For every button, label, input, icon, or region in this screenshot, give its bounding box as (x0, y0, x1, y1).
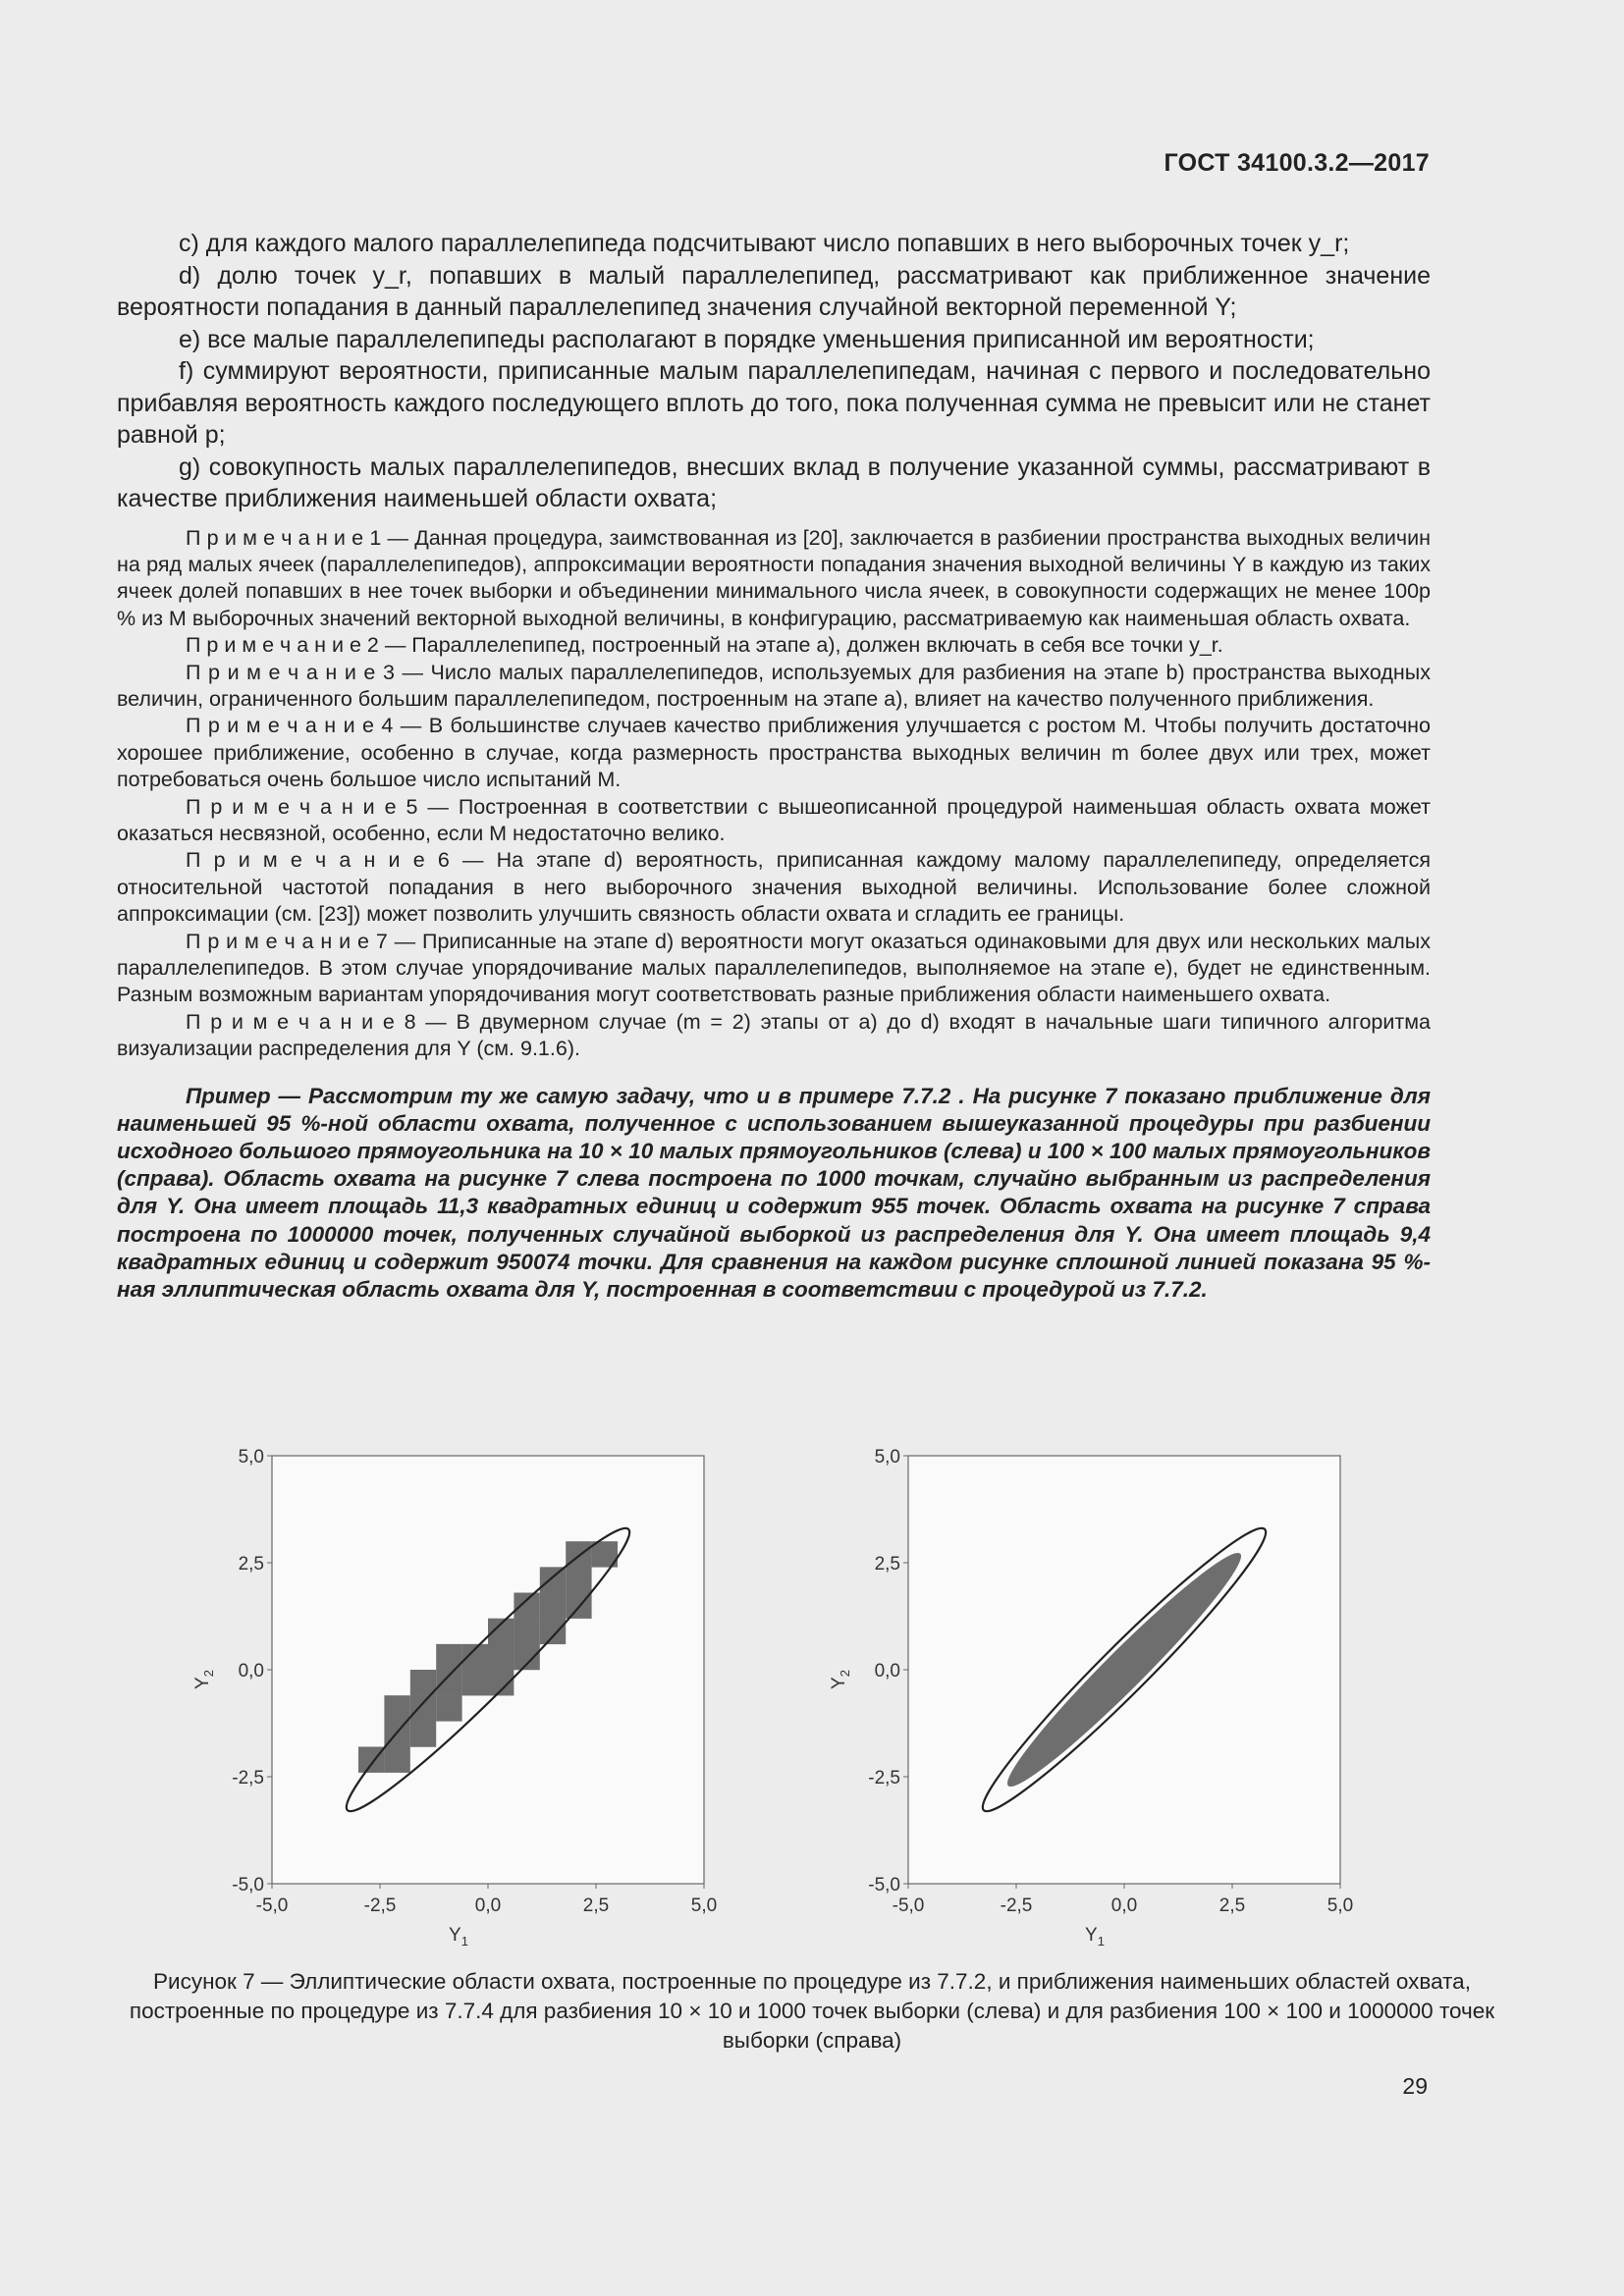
y-tick-label: -5,0 (868, 1875, 900, 1896)
note-4: П р и м е ч а н и е 4 — В большинстве случаев качество приближения улучшается с ростом M. Чтобы получить достаточно хорошее приближение, особенно в случае, когда размерность пространства выходных величин m более двух или трех, может потребоваться очень большое число испытаний M. (117, 714, 1431, 792)
note-3: П р и м е ч а н и е 3 — Число малых параллелепипедов, используемых для разбиения на этапе b) пространства выходных величин, ограниченного большим параллелепипедом, построенным на этапе a), влияет на качество полученного приближения. (117, 660, 1431, 711)
y-axis-label: $Y_2$ (829, 1670, 852, 1689)
note-2: П р и м е ч а н и е 2 — Параллелепипед, построенный на этапе a), должен включать в себя все точки y_r. (186, 633, 1223, 658)
note-5: П р и м е ч а н и е 5 — Построенная в соответствии с вышеописанной процедурой наименьшая область охвата может оказаться несвязной, особенно, если M недостаточно велико. (117, 794, 1431, 845)
step-e: e) все малые параллелепипеды располагают в порядке уменьшения приписанной им вероятности; (179, 325, 1315, 353)
x-tick-label: 0,0 (474, 1896, 502, 1916)
x-axis-label-subscript: 1 (460, 1934, 468, 1949)
note-7: П р и м е ч а н и е 7 — Приписанные на этапе d) вероятности могут оказаться одинаковыми для двух или нескольких малых параллелепипедов. В этом случае упорядочивание малых параллелепипедов, выполняемое на этапе e), будет не единственным. Разным возможным вариантам упорядочивания могут соответствовать разные приближения области наименьшего охвата. (117, 929, 1431, 1007)
y-axis-label-subscript: 2 (838, 1670, 852, 1678)
y-tick-label: 5,0 (238, 1447, 264, 1468)
step-d: d) долю точек y_r, попавших в малый параллелепипед, рассматривают как приближенное значение вероятности попадания в данный параллелепипед значения случайной векторной переменной Y; (117, 261, 1431, 321)
y-tick-label: -2,5 (232, 1768, 264, 1789)
y-tick-label: 2,5 (874, 1554, 900, 1575)
main-text (117, 228, 1431, 1304)
region-cell (436, 1695, 461, 1721)
y-tick-label: -5,0 (232, 1875, 264, 1896)
step-f: f) суммируют вероятности, приписанные малым параллелепипедам, начиная с первого и последовательно прибавляя вероятность каждого последующего вплоть до того, пока полученная сумма не превысит или не станет равной p; (117, 357, 1431, 449)
y-tick-label: -2,5 (868, 1768, 900, 1789)
y-axis-label-subscript: 2 (201, 1670, 216, 1678)
x-axis-label: $Y_1$ (449, 1925, 468, 1949)
region-cell (410, 1695, 436, 1721)
y-tick-label: 0,0 (874, 1661, 900, 1682)
y-tick-label: 2,5 (238, 1554, 264, 1575)
region-cell (540, 1619, 566, 1644)
x-tick-label: -2,5 (363, 1896, 397, 1916)
region-cell (514, 1644, 539, 1670)
x-tick-label: 5,0 (1326, 1896, 1354, 1916)
x-tick-label: -2,5 (1000, 1896, 1033, 1916)
figure-plots (0, 1441, 1624, 1961)
region-cell (566, 1567, 591, 1592)
x-tick-label: 2,5 (1218, 1896, 1246, 1916)
step-g: g) совокупность малых параллелепипедов, внесших вклад в получение указанной суммы, рассматривают в качестве приближения наименьшей области охвата; (117, 453, 1431, 512)
step-c: c) для каждого малого параллелепипеда подсчитывают число попавших в него выборочных точек y_r; (179, 230, 1350, 257)
region-cell (540, 1593, 566, 1619)
region-cell (540, 1567, 566, 1592)
x-tick-label: 2,5 (582, 1896, 610, 1916)
note-1: П р и м е ч а н и е 1 — Данная процедура, заимствованная из [20], заключается в разбиении пространства выходных величин на ряд малых ячеек (параллелепипедов), аппроксимации вероятности попадания значения выходной величины Y в каждую из таких ячеек долей попавших в нее точек выборки и объединении минимального числа ячеек, в совокупности содержащих не менее 100p % из M выборочных значений векторной выходной величины, в конфигурацию, рассматриваемую как наименьшая область охвата. (117, 525, 1431, 630)
note-6: П р и м е ч а н и е 6 — На этапе d) вероятность, приписанная каждому малому параллелепипеду, определяется относительной частотой попадания в него выборочного значения выходной величины. Использование более сложной аппроксимации (см. [23]) может позволить улучшить связность области охвата и сгладить ее границы. (117, 848, 1431, 927)
x-tick-label: 5,0 (690, 1896, 718, 1916)
region-cell (384, 1695, 409, 1721)
x-tick-label: -5,0 (892, 1896, 925, 1916)
region-cell (384, 1746, 409, 1772)
x-axis-label-subscript: 1 (1097, 1934, 1105, 1949)
document-header: ГОСТ 34100.3.2—2017 (1164, 149, 1430, 177)
region-cell (514, 1619, 539, 1644)
figure-caption: Рисунок 7 — Эллиптические области охвата, построенные по процедуре из 7.7.2, и приближения наименьших областей охвата, построенные по процедуре из 7.7.4 для разбиения 10 × 10 и 1000 точек выборки (слева) и для разбиения 100 × 100 и 1000000 точек выборки (справа) (129, 1969, 1495, 2053)
region-cell (436, 1670, 461, 1695)
x-axis-label: $Y_1$ (1085, 1925, 1105, 1949)
note-8: П р и м е ч а н и е 8 — В двумерном случае (m = 2) этапы от a) до d) входят в начальные шаги типичного алгоритма визуализации распределения для Y (см. 9.1.6). (117, 1009, 1431, 1061)
region-cell (358, 1746, 384, 1772)
x-tick-label: 0,0 (1110, 1896, 1138, 1916)
figure-7 (0, 1441, 1624, 1961)
region-cell (488, 1644, 514, 1670)
y-tick-label: 0,0 (238, 1661, 264, 1682)
y-tick-label: 5,0 (874, 1447, 900, 1468)
x-tick-label: -5,0 (255, 1896, 289, 1916)
region-cell (462, 1670, 488, 1695)
notes (117, 525, 1431, 1063)
example: Пример — Рассмотрим ту же самую задачу, что и в примере 7.7.2 . На рисунке 7 показано приближение для наименьшей 95 %-ной области охвата, полученное с использованием вышеуказанной процедуры при разбиении исходного большого прямоугольника на 10 × 10 малых прямоугольников (слева) и 100 × 100 малых прямоугольников (справа). Область охвата на рисунке 7 слева построена по 1000 точкам, случайно выбранным из распределения для Y. Она имеет площадь 11,3 квадратных единиц и содержит 955 точек. Область охвата на рисунке 7 справа построена по 1000000 точек, полученных случайной выборкой из распределения для Y. Она имеет площадь 9,4 квадратных единиц и содержит 950074 точки. Для сравнения на каждом рисунке сплошной линией показана 95 %-ная эллиптическая область охвата для Y, построенная в соответствии с процедурой из 7.7.2. (117, 1083, 1431, 1303)
y-axis-label: $Y_2$ (192, 1670, 216, 1689)
region-cell (410, 1721, 436, 1746)
region-cell (514, 1593, 539, 1619)
page-number: 29 (1402, 2073, 1428, 2099)
